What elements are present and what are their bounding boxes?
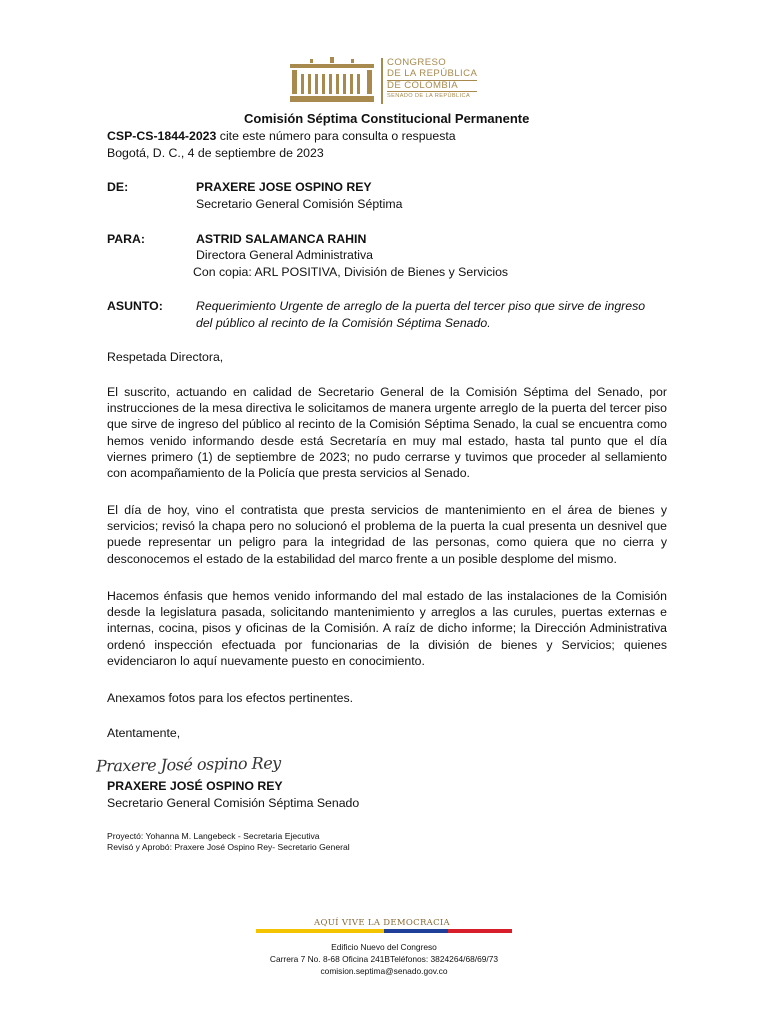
from-label: DE: [107,180,129,194]
to-label: PARA: [107,232,146,246]
logo-divider [381,58,383,104]
cc-line: Con copia: ARL POSITIVA, División de Bienes y Servicios [193,265,509,279]
footer-slogan: AQUÍ VIVE LA DEMOCRACIA [314,918,450,928]
flag-yellow [256,929,384,933]
subject-line-1: Requerimiento Urgente de arreglo de la puerta del tercer piso que sirve de ingreso [196,299,646,313]
body-paragraph-2: El día de hoy, vino el contratista que presta servicios de mantenimiento en el área de bienes y servicios; revisó la chapa pero no solucionó el problema de la puerta la cual presenta un desnivel que puede representar un peligro para la integridad de las personas, como quiera que no cierra y desconocemos el estado de la estabilidad del marco frente a un posible desplome del mismo. [107,503,667,566]
flag-stripe [256,929,512,933]
reviewed-by: Revisó y Aprobó: Praxere José Ospino Rey- Secretario General [107,842,350,852]
capitol-icon [288,56,376,106]
body-paragraph-1: El suscrito, actuando en calidad de Secretario General de la Comisión Séptima del Senado, por instrucciones de la mesa directiva le solicitamos de manera urgente arreglo de la puerta del tercer piso que sirve de ingreso del público al recinto de la Comisión Séptima Senado, la cual se encuentra como hemos venido informando desde está Secretaría en muy mal estado, hasta tal punto que el día viernes primero (1) de septiembre de 2023; no pudo cerrarse y tuvimos que proceder al sellamiento con acompañamiento de la Policía que presta servicios al Senado. [107,385,667,481]
to-title: Directora General Administrativa [196,248,374,262]
letter-date: Bogotá, D. C., 4 de septiembre de 2023 [107,146,324,160]
reference-note: cite este número para consulta o respuesta [216,129,456,143]
congress-logo [288,56,492,106]
logo-line-2: DE LA REPÚBLICA [387,67,478,79]
drafted-by: Proyectó: Yohanna M. Langebeck - Secretaria Ejecutiva [107,831,320,841]
subject-line-2: del público al recinto de la Comisión Séptima Senado. [196,316,491,330]
logo-wordmark [387,58,477,100]
body-paragraph-4: Anexamos fotos para los efectos pertinentes. [107,691,354,705]
flag-red [448,929,512,933]
flag-blue [384,929,448,933]
signer-title: Secretario General Comisión Séptima Senado [107,796,360,810]
footer-email: comision.septima@senado.gov.co [320,966,448,976]
greeting: Respetada Directora, [107,350,224,364]
commission-title: Comisión Séptima Constitucional Permanente [244,111,530,126]
to-name: ASTRID SALAMANCA RAHIN [196,232,367,246]
reference-code: CSP-CS-1844-2023 [107,129,217,143]
logo-line-3: DE COLOMBIA [387,79,459,91]
reference-line [107,129,456,144]
footer-building: Edificio Nuevo del Congreso [331,942,437,952]
logo-line-1: CONGRESO [387,57,447,68]
from-title: Secretario General Comisión Séptima [196,197,403,211]
signer-name: PRAXERE JOSÉ OSPINO REY [107,779,283,793]
logo-line-4: SENADO DE LA REPÚBLICA [387,91,477,100]
subject-label: ASUNTO: [107,299,163,313]
from-name: PRAXERE JOSE OSPINO REY [196,180,372,194]
footer-address: Carrera 7 No. 8-68 Oficina 241BTeléfonos: 3824264/68/69/73 [269,954,499,964]
body-paragraph-3: Hacemos énfasis que hemos venido informando del mal estado de las instalaciones de la Comisión desde la legislatura pasada, solicitando mantenimiento y arreglos a las curules, puertas externas e internas, cocina, pisos y oficinas de la Comisión. A raíz de dicho informe; la Dirección Administrativa ordenó inspección efectuada por funcionarias de la división de bienes y Servicios; quienes evidenciaron lo aquí nuevamente puesto en conocimiento. [107,589,667,668]
closing: Atentamente, [107,726,181,740]
handwritten-signature: Praxere José ospino Rey [95,753,281,776]
